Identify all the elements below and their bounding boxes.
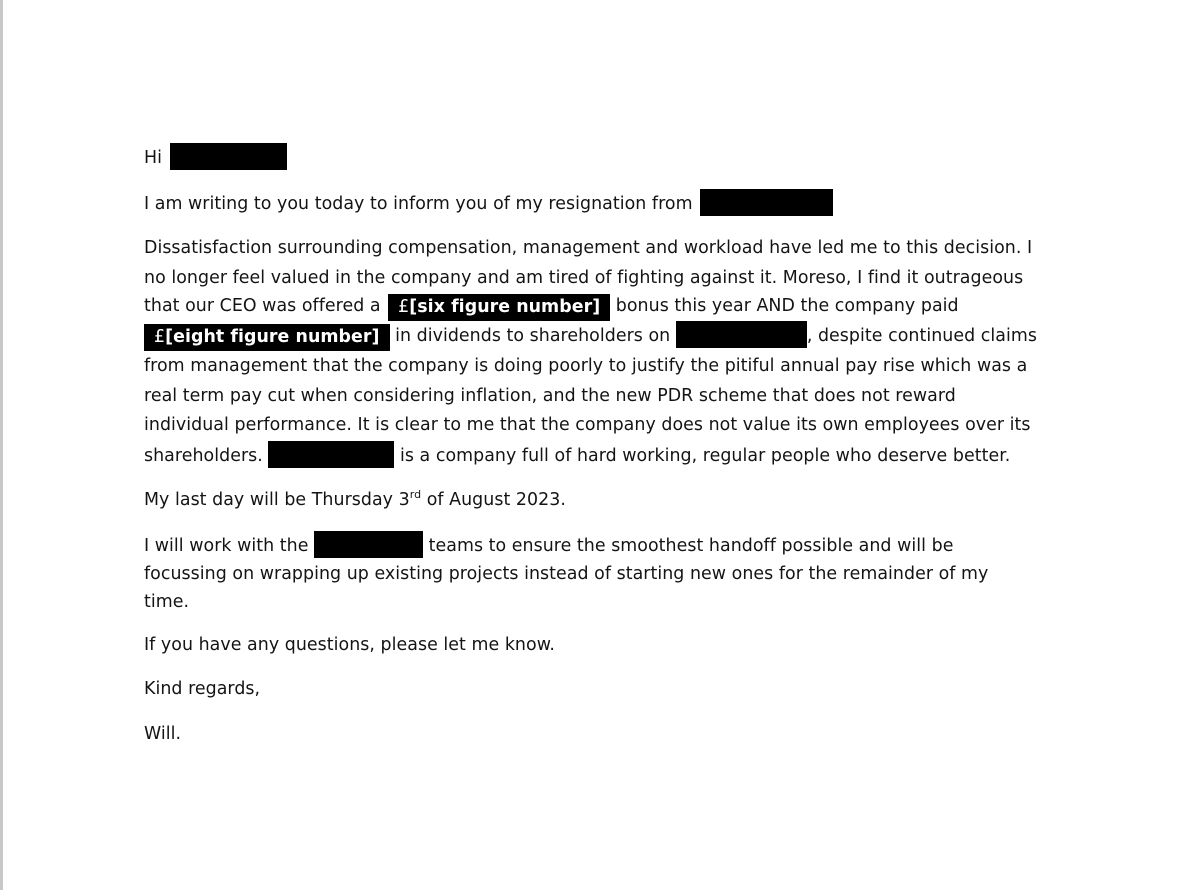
body-line: no longer feel valued in the company and am tired of fighting against it. Moreso, I find it outrageous [144,267,1024,288]
redacted-team-name [314,531,423,558]
greeting-text: Hi [144,148,163,168]
redacted-company-name-2 [268,441,394,468]
handoff-line: time. [144,591,190,612]
signoff-paragraph [144,675,1056,705]
body-text: , despite continued claims [806,326,1037,346]
questions-paragraph [144,631,1056,661]
dividend-amount-label: £[eight figure number] [144,324,390,351]
last-day-paragraph [144,486,1056,516]
body-text: that our CEO was offered a [144,296,381,316]
signature-text: Will. [144,723,182,744]
handoff-text: I will work with the [144,535,309,556]
questions-text: If you have any questions, please let me know. [144,634,555,655]
redacted-date [676,321,807,348]
ordinal-suffix: rd [409,488,422,501]
bonus-amount-label: £[six figure number] [388,294,610,321]
body-line: Dissatisfaction surrounding compensation, management and workload have led me to this decision. I [144,238,1033,258]
signoff-text: Kind regards, [144,679,261,699]
signature-paragraph [144,720,1056,750]
body-text: is a company full of hard working, regular people who deserve better. [399,445,1011,466]
intro-text: I am writing to you today to inform you of my resignation from [144,193,693,214]
last-day-date: of August 2023. [421,490,566,510]
last-day-text: My last day will be Thursday 3 [144,490,410,510]
body-paragraph [144,234,1056,471]
greeting-paragraph [144,143,1056,174]
resignation-letter [144,143,1056,764]
intro-paragraph [144,189,1056,220]
redacted-company-name [700,189,833,216]
handoff-line: focussing on wrapping up existing projects instead of starting new ones for the remainder of my [144,563,989,584]
redacted-recipient-name [170,143,287,170]
body-text: in dividends to shareholders on [395,326,671,346]
handoff-text: teams to ensure the smoothest handoff possible and will be [428,535,954,556]
body-text: shareholders. [144,445,263,466]
body-line: from management that the company is doing poorly to justify the pitiful annual pay rise which was a [144,356,1028,376]
body-line: individual performance. It is clear to me that the company does not value its own employees over its [144,415,1031,435]
body-text: bonus this year AND the company paid [615,296,959,316]
handoff-paragraph [144,531,1056,616]
body-line: real term pay cut when considering inflation, and the new PDR scheme that does not reward [144,385,956,406]
